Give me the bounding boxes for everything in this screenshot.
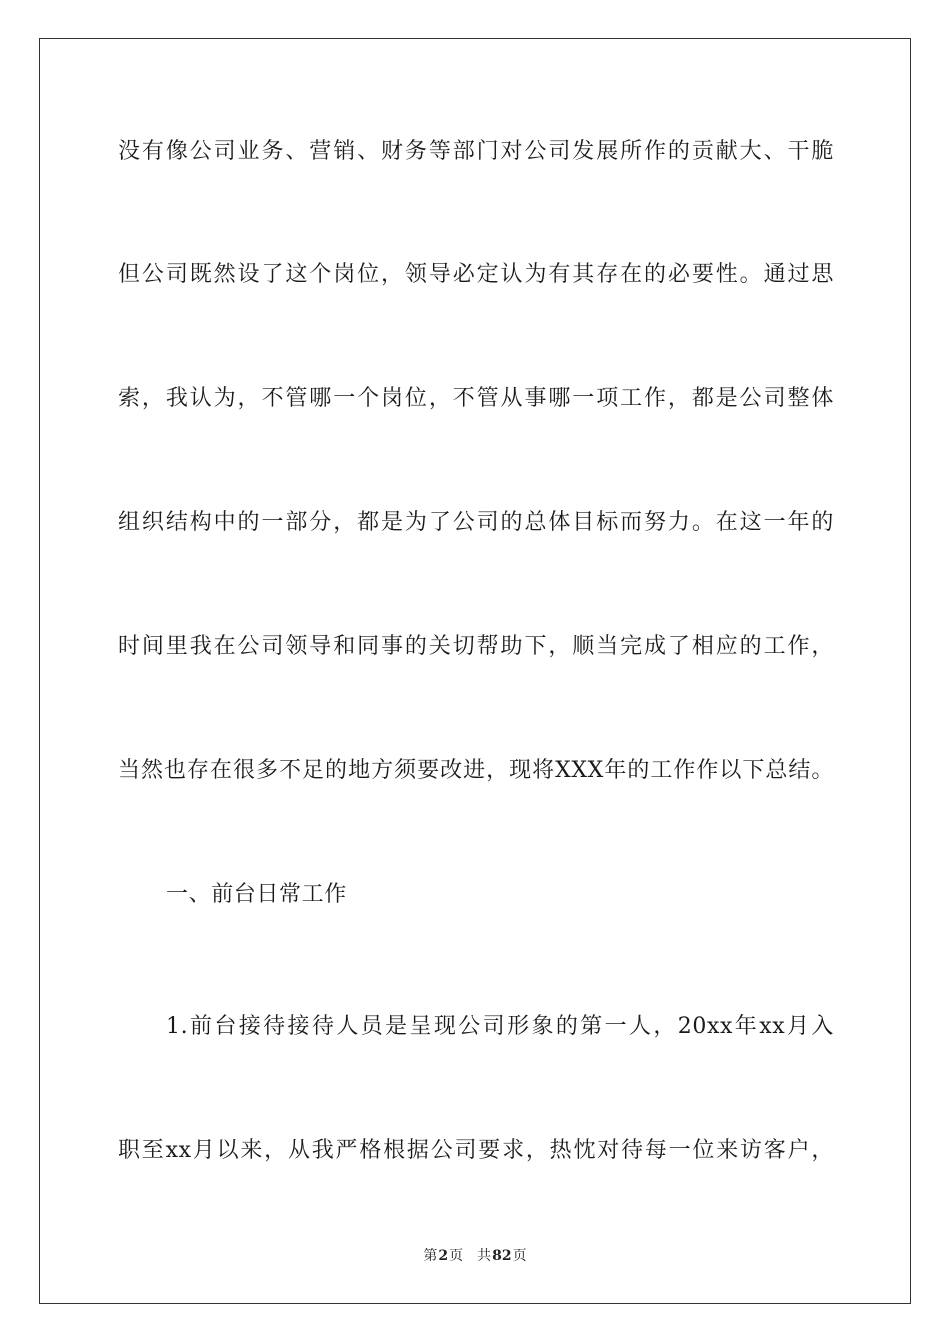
page-frame: [39, 38, 911, 1304]
footer-total-suffix: 页: [512, 1248, 527, 1264]
footer-total-pages: 82: [492, 1248, 512, 1264]
body-text-line-8: 1.前台接待接待人员是呈现公司形象的第一人，20xx年xx月入: [166, 1014, 834, 1039]
body-text-line-6: 当然也存在很多不足的地方须要改进，现将XXX年的工作作以下总结。: [118, 758, 834, 783]
body-text-line-3: 索，我认为，不管哪一个岗位，不管从事哪一项工作，都是公司整体: [118, 386, 834, 411]
body-text-line-1: 没有像公司业务、营销、财务等部门对公司发展所作的贡献大、干脆: [118, 139, 834, 164]
footer-page-prefix: 第: [423, 1248, 438, 1264]
body-text-line-5: 时间里我在公司领导和同事的关切帮助下，顺当完成了相应的工作，: [118, 634, 834, 659]
section-heading: 一、前台日常工作: [166, 882, 347, 907]
footer-total-prefix: 共: [477, 1248, 492, 1264]
footer-page-suffix: 页: [449, 1248, 464, 1264]
page-footer: [0, 1246, 950, 1266]
footer-page-number: 2: [438, 1248, 449, 1264]
body-text-line-4: 组织结构中的一部分，都是为了公司的总体目标而努力。在这一年的: [118, 510, 834, 535]
body-text-line-9: 职至xx月以来，从我严格根据公司要求，热忱对待每一位来访客户，: [118, 1138, 834, 1163]
body-text-line-2: 但公司既然设了这个岗位，领导必定认为有其存在的必要性。通过思: [118, 262, 834, 287]
